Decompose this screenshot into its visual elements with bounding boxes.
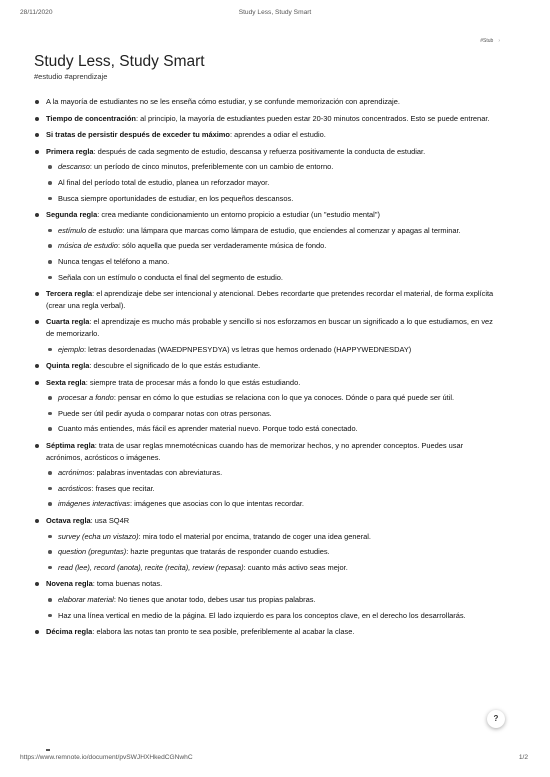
print-date: 28/11/2020 bbox=[20, 9, 53, 16]
bullet-icon[interactable] bbox=[48, 396, 52, 400]
rem-item[interactable] bbox=[34, 440, 500, 510]
child-rem-item[interactable] bbox=[46, 483, 500, 495]
bullet-icon[interactable] bbox=[48, 427, 52, 431]
bullet-icon[interactable] bbox=[48, 502, 52, 506]
rem-concept: Quinta regla bbox=[46, 361, 90, 371]
chevron-right-icon: › bbox=[498, 38, 500, 44]
rem-item[interactable] bbox=[34, 377, 500, 435]
rem-concept: Novena regla bbox=[46, 579, 93, 589]
bullet-icon[interactable] bbox=[48, 276, 52, 280]
child-list bbox=[46, 594, 500, 621]
bullet-icon[interactable] bbox=[48, 471, 52, 475]
rem-item[interactable] bbox=[34, 360, 500, 372]
rem-concept: ejemplo bbox=[58, 344, 85, 354]
rem-concept: Octava regla bbox=[46, 516, 91, 526]
bullet-icon[interactable] bbox=[35, 630, 39, 634]
rem-text: Cuanto más entiendes, más fácil es aprender material nuevo. Porque todo está conectado. bbox=[58, 424, 358, 434]
child-list bbox=[46, 467, 500, 510]
child-rem-item[interactable] bbox=[46, 467, 500, 479]
rem-concept: Segunda regla bbox=[46, 210, 98, 220]
rem-text: : una lámpara que marcas como lámpara de estudio, que enciendes al comenzar y apagas al terminar. bbox=[122, 225, 461, 235]
rem-concept: Primera regla bbox=[46, 146, 94, 156]
rem-text: Haz una línea vertical en medio de la página. El lado izquierdo es para los conceptos clave, en el derecho los desarrollarás. bbox=[58, 610, 466, 620]
bullet-icon[interactable] bbox=[48, 566, 52, 570]
bullet-icon[interactable] bbox=[35, 381, 39, 385]
child-rem-item[interactable] bbox=[46, 408, 500, 420]
rem-item[interactable] bbox=[34, 316, 500, 355]
bullet-icon[interactable] bbox=[48, 598, 52, 602]
rem-text: : frases que recitar. bbox=[91, 483, 155, 493]
rem-concept: Séptima regla bbox=[46, 441, 95, 451]
child-list bbox=[46, 531, 500, 574]
rem-text: : letras desordenadas (WAEDPNPESYDYA) vs letras que hemos ordenado (HAPPYWEDNESDAY) bbox=[84, 344, 412, 354]
bullet-icon[interactable] bbox=[35, 100, 39, 104]
bullet-icon[interactable] bbox=[35, 150, 39, 154]
child-list bbox=[46, 161, 500, 204]
rem-text: : pensar en cómo lo que estudias se relaciona con lo que ya conoces. Dónde o para qué puede ser útil. bbox=[113, 393, 455, 403]
rem-text: : toma buenas notas. bbox=[92, 579, 163, 589]
rem-concept: Décima regla bbox=[46, 627, 93, 637]
rem-text: : mira todo el material por encima, tratando de coger una idea general. bbox=[138, 531, 371, 541]
rem-item[interactable] bbox=[34, 113, 500, 125]
child-list bbox=[46, 344, 500, 356]
rem-concept: elaborar material bbox=[58, 595, 114, 604]
child-rem-item[interactable] bbox=[46, 344, 500, 356]
rem-text: : crea mediante condicionamiento un entorno propicio a estudiar (un "estudio mental") bbox=[97, 210, 380, 220]
bullet-icon[interactable] bbox=[48, 550, 52, 554]
rem-text: : No tienes que anotar todo, debes usar tus propias palabras. bbox=[113, 595, 316, 604]
print-title: Study Less, Study Smart bbox=[238, 9, 312, 16]
bullet-icon[interactable] bbox=[48, 412, 52, 416]
rem-text: : el aprendizaje debe ser intencional y atencional. Debes recordarte que pretendes recordar el material, de forma explícita (crear una regla verbal). bbox=[46, 289, 494, 310]
rem-text: : al principio, la mayoría de estudiantes pueden estar 20-30 minutos concentrados. Esto se puede entrenar. bbox=[135, 113, 490, 123]
bullet-icon[interactable] bbox=[35, 519, 39, 523]
rem-text: : palabras inventadas con abreviaturas. bbox=[92, 468, 223, 478]
child-rem-item[interactable] bbox=[46, 531, 500, 543]
child-rem-item[interactable] bbox=[46, 498, 500, 510]
rem-item[interactable] bbox=[34, 96, 500, 108]
child-rem-item[interactable] bbox=[46, 272, 500, 284]
rem-item[interactable] bbox=[34, 129, 500, 141]
bullet-icon[interactable] bbox=[35, 320, 39, 324]
bullet-icon[interactable] bbox=[35, 364, 39, 368]
rem-item[interactable] bbox=[34, 209, 500, 283]
rem-text: Busca siempre oportunidades de estudiar, en los pequeños descansos. bbox=[58, 193, 294, 203]
rem-concept: estímulo de estudio bbox=[58, 225, 123, 235]
rem-text: : descubre el significado de lo que estás estudiante. bbox=[89, 361, 261, 371]
rem-concept: acrósticos bbox=[58, 483, 92, 493]
cut-off-bullet bbox=[46, 749, 50, 751]
bullet-icon[interactable] bbox=[48, 487, 52, 491]
rem-text: : siempre trata de procesar más a fondo lo que estás estudiando. bbox=[85, 377, 301, 387]
bullet-icon[interactable] bbox=[35, 444, 39, 448]
child-rem-item[interactable] bbox=[46, 240, 500, 252]
rem-text: : usa SQ4R bbox=[90, 516, 130, 526]
rem-text: A la mayoría de estudiantes no se les enseña cómo estudiar, y se confunde memorización con aprendizaje. bbox=[46, 97, 400, 106]
rem-concept: Tercera regla bbox=[46, 289, 93, 299]
rem-item[interactable] bbox=[34, 626, 500, 638]
rem-list bbox=[34, 96, 500, 638]
child-rem-item[interactable] bbox=[46, 161, 500, 173]
page-number: 1/2 bbox=[518, 754, 528, 761]
rem-text: : el aprendizaje es mucho más probable y sencillo si nos esforzamos en buscar un significado a lo que estudiamos, en vez de memorizarlo. bbox=[46, 317, 493, 338]
page-url: https://www.remnote.io/document/pvSWJHXHkedCGNwhC bbox=[20, 754, 193, 761]
bullet-icon[interactable] bbox=[35, 582, 39, 586]
rem-item[interactable] bbox=[34, 515, 500, 573]
rem-text: Nunca tengas el teléfono a mano. bbox=[58, 256, 170, 266]
document-body bbox=[34, 96, 500, 643]
child-rem-item[interactable] bbox=[46, 610, 500, 622]
child-list bbox=[46, 392, 500, 435]
bullet-icon[interactable] bbox=[48, 197, 52, 201]
rem-text: : trata de usar reglas mnemotécnicas cuando has de memorizar hechos, y no aprender conceptos. Puedes usar acrónimos, acrósticos o imágenes. bbox=[46, 441, 464, 462]
bullet-icon[interactable] bbox=[48, 348, 52, 352]
rem-concept: question (preguntas) bbox=[58, 547, 127, 557]
rem-text: : sólo aquella que pueda ser verdaderamente música de fondo. bbox=[117, 241, 327, 251]
child-rem-item[interactable] bbox=[46, 546, 500, 558]
rem-concept: Tiempo de concentración bbox=[46, 113, 136, 123]
child-list bbox=[46, 225, 500, 283]
rem-item[interactable] bbox=[34, 146, 500, 204]
tag-bar[interactable] bbox=[480, 38, 500, 44]
rem-text: : hazte preguntas que tratarás de responder cuando estudies. bbox=[126, 547, 330, 557]
rem-text: : después de cada segmento de estudio, descansa y refuerza positivamente la conducta de estudiar. bbox=[93, 146, 426, 156]
rem-concept: read (lee), record (anota), recite (recita), review (repasa) bbox=[58, 562, 244, 572]
rem-concept: procesar a fondo bbox=[58, 393, 114, 403]
rem-text: Al final del período total de estudio, planea un reforzador mayor. bbox=[58, 177, 270, 187]
bullet-icon[interactable] bbox=[48, 614, 52, 618]
child-rem-item[interactable] bbox=[46, 594, 500, 606]
print-header bbox=[0, 9, 550, 21]
bullet-icon[interactable] bbox=[35, 213, 39, 217]
rem-item[interactable] bbox=[34, 288, 500, 311]
rem-text: : cuanto más activo seas mejor. bbox=[243, 562, 348, 572]
bullet-icon[interactable] bbox=[48, 244, 52, 248]
bullet-icon[interactable] bbox=[48, 260, 52, 264]
rem-concept: Sexta regla bbox=[46, 377, 86, 387]
bullet-icon[interactable] bbox=[48, 535, 52, 539]
bullet-icon[interactable] bbox=[48, 229, 52, 233]
rem-concept: música de estudio bbox=[58, 241, 118, 251]
rem-item[interactable] bbox=[34, 578, 500, 621]
rem-concept: Cuarta regla bbox=[46, 317, 90, 327]
rem-text: : elabora las notas tan pronto te sea posible, preferiblemente al acabar la clase. bbox=[92, 627, 355, 637]
help-button[interactable]: ? bbox=[487, 710, 505, 728]
child-rem-item[interactable] bbox=[46, 392, 500, 404]
child-rem-item[interactable] bbox=[46, 423, 500, 435]
bullet-icon[interactable] bbox=[35, 117, 39, 121]
child-rem-item[interactable] bbox=[46, 225, 500, 237]
stub-tag[interactable]: #Stub bbox=[480, 38, 494, 44]
child-rem-item[interactable] bbox=[46, 177, 500, 189]
rem-text: Señala con un estímulo o conducta el final del segmento de estudio. bbox=[58, 272, 283, 282]
bullet-icon[interactable] bbox=[35, 292, 39, 296]
bullet-icon[interactable] bbox=[48, 165, 52, 169]
rem-text: : un período de cinco minutos, preferiblemente con un cambio de entorno. bbox=[89, 162, 334, 172]
rem-text: : aprendes a odiar el estudio. bbox=[229, 130, 326, 140]
child-rem-item[interactable] bbox=[46, 256, 500, 268]
bullet-icon[interactable] bbox=[35, 133, 39, 137]
child-rem-item[interactable] bbox=[46, 562, 500, 574]
rem-concept: survey (echa un vistazo) bbox=[58, 531, 139, 541]
document-title: Study Less, Study Smart bbox=[34, 53, 205, 70]
rem-concept: imágenes interactivas bbox=[58, 499, 130, 509]
bullet-icon[interactable] bbox=[48, 181, 52, 185]
rem-text: : imágenes que asocias con lo que intentas recordar. bbox=[129, 499, 304, 509]
rem-concept: Si tratas de persistir después de exceder tu máximo bbox=[46, 130, 230, 140]
rem-concept: acrónimos bbox=[58, 468, 93, 478]
document-tags[interactable]: #estudio #aprendizaje bbox=[34, 72, 108, 81]
rem-text: Puede ser útil pedir ayuda o comparar notas con otras personas. bbox=[58, 408, 272, 418]
child-rem-item[interactable] bbox=[46, 193, 500, 205]
rem-concept: descanso bbox=[58, 162, 90, 172]
